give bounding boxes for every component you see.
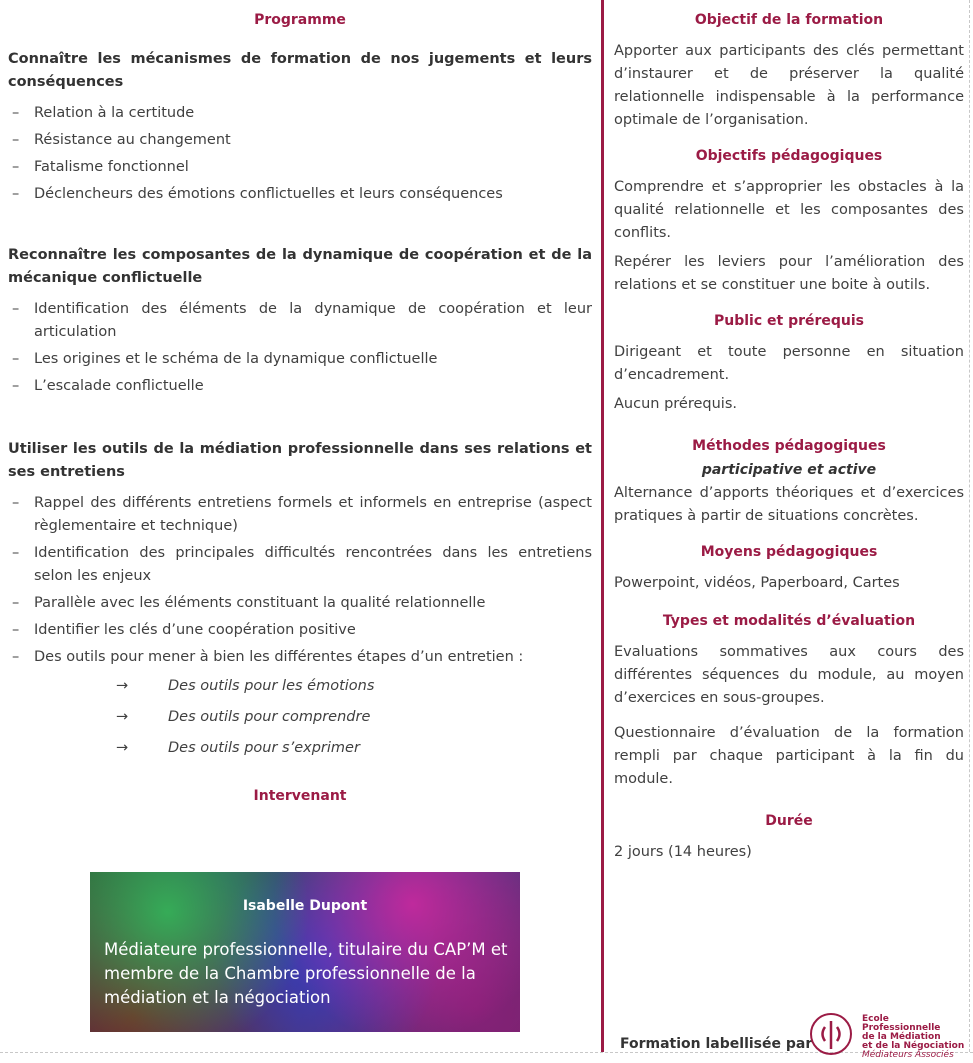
intervenant-title: Intervenant [253,788,347,804]
logo-line: de la Médiation [862,1032,941,1042]
eval-title: Types et modalités d’évaluation [662,613,916,629]
epmn-logo [808,1011,968,1060]
label-text: Formation labellisée par [620,1036,813,1052]
arrow-item [8,675,592,698]
list-item: – Les origines et le schéma de la dynamique conflictuelle [8,348,592,371]
arrow-icon: → [116,709,129,725]
logo-text [862,1015,964,1060]
eval-text-2: Questionnaire d’évaluation de la formation rempli par chaque participant à la fin du module. [614,725,964,787]
public-title: Public et prérequis [713,313,865,329]
list-item: – Résistance au changement [8,129,592,152]
list-item: – Déclencheurs des émotions conflictuelles et leurs conséquences [8,183,592,206]
duree-title: Durée [765,813,813,829]
programme-title: Programme [254,12,346,28]
section-1 [8,48,592,206]
right-column [614,12,964,870]
objectif-text: Apporter aux participants des clés permettant d’instaurer et de préserver la qualité relationnelle indispensable à la performance optimale de l’organisation. [614,43,964,128]
list-item: – Identifier les clés d’une coopération positive [8,619,592,642]
logo-subline: Médiateurs Associés [862,1050,954,1060]
pedago-text-2: Repérer les leviers pour l’amélioration des relations et se constituer une boite à outils. [614,254,964,293]
pedago-title: Objectifs pédagogiques [695,148,883,164]
column-divider [601,0,604,1052]
section-2-list [8,298,592,398]
section-2-heading: Reconnaître les composantes de la dynamique de coopération et de la mécanique conflictuelle [8,247,592,286]
logo-circle-icon [810,1013,852,1055]
arrow-item [8,706,592,729]
arrow-item-label: Des outils pour les émotions [168,678,375,694]
moyens-text: Powerpoint, vidéos, Paperboard, Cartes [614,575,900,591]
section-2 [8,244,592,398]
moyens-title: Moyens pédagogiques [700,544,878,560]
list-item: – Relation à la certitude [8,102,592,125]
logo-line: Ecole [862,1014,889,1024]
list-item: – Rappel des différents entretiens formels et informels en entreprise (aspect règlementaire et technique) [8,492,592,538]
section-3 [8,438,592,760]
logo-line: Professionnelle [862,1023,941,1033]
logo-line: et de la Négociation [862,1041,965,1051]
intervenant-card [90,872,520,1032]
public-text-1: Dirigeant et toute personne en situation d’encadrement. [614,344,964,383]
list-item: – Parallèle avec les éléments constituant la qualité relationnelle [8,592,592,615]
arrow-icon: → [116,740,129,756]
arrow-item-label: Des outils pour s’exprimer [168,740,360,756]
eval-text-1: Evaluations sommatives aux cours des différentes séquences du module, au moyen d’exercices en sous-groupes. [614,644,964,706]
section-3-list [8,492,592,669]
tools-list [8,675,592,760]
section-1-heading: Connaître les mécanismes de formation de nos jugements et leurs conséquences [8,51,592,90]
section-1-list [8,102,592,206]
objectif-title: Objectif de la formation [694,12,884,28]
methodes-title: Méthodes pédagogiques [692,438,886,454]
public-text-2: Aucun prérequis. [614,396,737,412]
list-item: – Identification des éléments de la dynamique de coopération et leur articulation [8,298,592,344]
methodes-text: Alternance d’apports théoriques et d’exercices pratiques à partir de situations concrètes. [614,485,964,524]
list-item: – L’escalade conflictuelle [8,375,592,398]
arrow-icon: → [116,678,129,694]
intervenant-description: Médiateure professionnelle, titulaire du CAP’M et membre de la Chambre professionnelle de la médiation et la négociation [104,940,508,1007]
pedago-text-1: Comprendre et s’approprier les obstacles à la qualité relationnelle et les composantes des conflits. [614,179,964,241]
section-3-heading: Utiliser les outils de la médiation professionnelle dans ses relations et ses entretiens [8,441,592,480]
methodes-subtitle: participative et active [701,462,877,478]
logo-mark-icon [812,1015,850,1053]
duree-text: 2 jours (14 heures) [614,844,752,860]
list-item: – Identification des principales difficultés rencontrées dans les entretiens selon les enjeux [8,542,592,588]
list-item: – Des outils pour mener à bien les différentes étapes d’un entretien : [8,646,592,669]
intervenant-name: Isabelle Dupont [242,898,368,914]
arrow-item [8,737,592,760]
list-item: – Fatalisme fonctionnel [8,156,592,179]
left-column [8,12,592,816]
right-border [969,0,970,1052]
arrow-item-label: Des outils pour comprendre [168,709,371,725]
